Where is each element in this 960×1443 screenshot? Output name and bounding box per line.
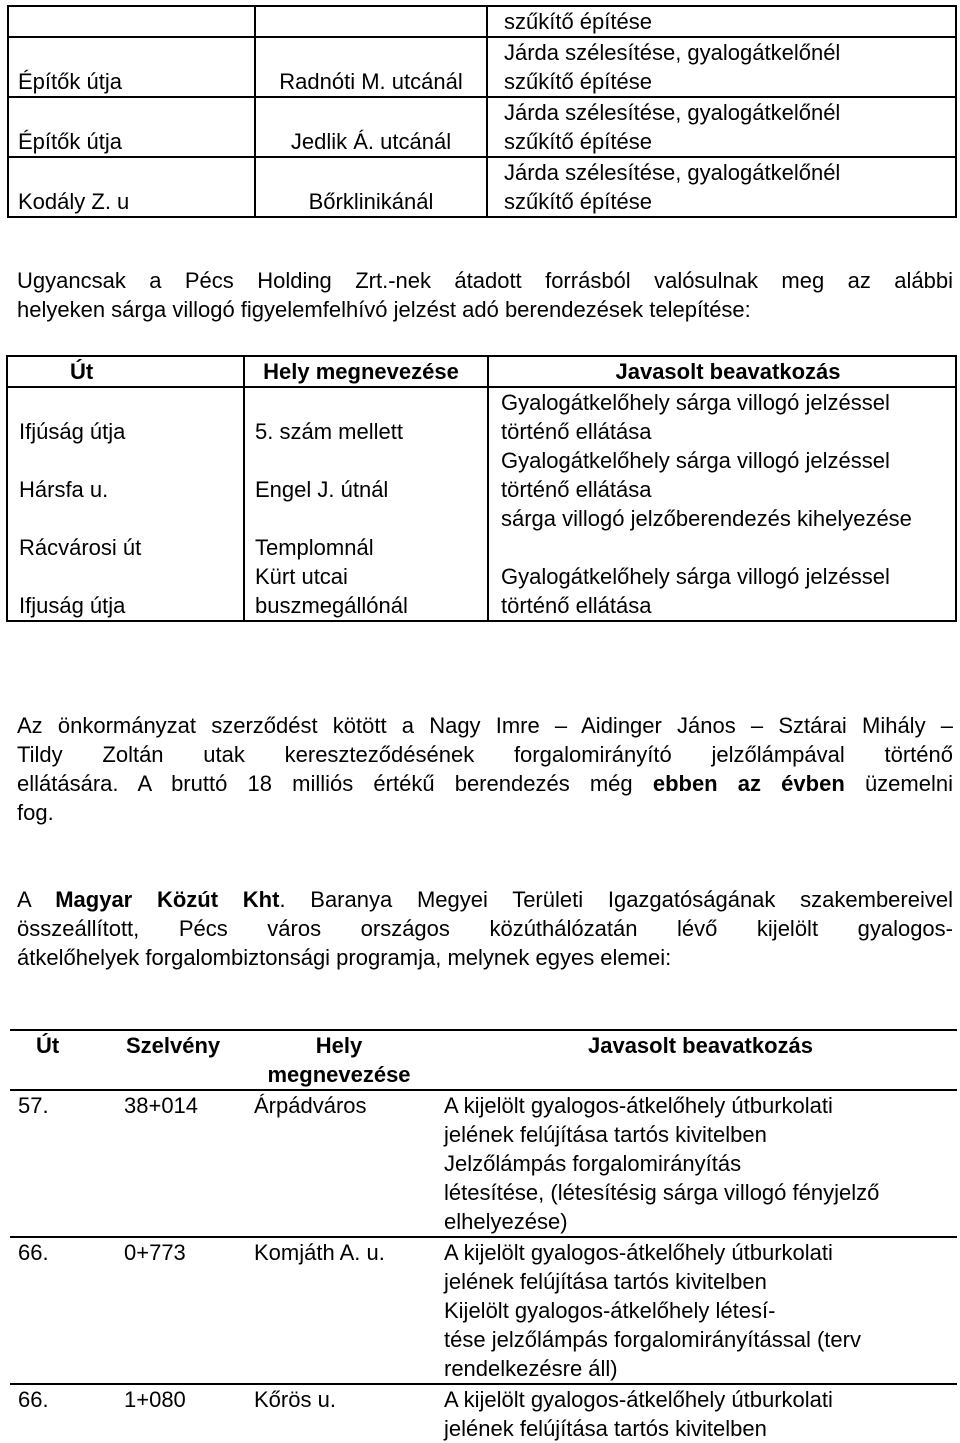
intro-paragraph-holding: Ugyancsak a Pécs Holding Zrt.-nek átadott forrásból valósulnak meg az alábbi helyeken sárga villogó figyelemfelhívó jelzést adó berendezések telepítése: — [17, 268, 953, 322]
kozut-paragraph: A Magyar Közút Kht. Baranya Megyei Területi Igazgatóságának szakembereivel összeállított, Pécs város országos közúthálózatán lévő kijelölt gyalogos- átkelőhelyek forgalombiztonsági programja, melynek egyes elemei: — [17, 887, 953, 970]
table-row — [10, 1384, 957, 1443]
table-row — [7, 504, 956, 562]
action-cell: Gyalogátkelőhely sárga villogó jelzéssel történő ellátása — [488, 562, 956, 621]
header-ut: Út — [36, 1033, 60, 1058]
header-hely: Hely megnevezése — [267, 1033, 411, 1087]
action-cell: Gyalogátkelőhely sárga villogó jelzéssel történő ellátása — [488, 446, 956, 504]
location-cell: Templomnál — [244, 504, 488, 562]
table-header-row — [7, 356, 956, 387]
header-javaslat: Javasolt beavatkozás — [488, 356, 956, 387]
table-row — [8, 97, 956, 157]
measures-table-top — [7, 5, 957, 218]
section-cell: 0+773 — [124, 1240, 186, 1265]
org-name: Magyar Közút Kht — [55, 887, 280, 912]
location-cell: Kőrös u. — [254, 1387, 336, 1412]
location-cell: Radnóti M. utcánál — [255, 37, 487, 97]
action-cell: Járda szélesítése, gyalogátkelőnél szűkítő építése — [504, 100, 841, 154]
header-javaslat: Javasolt beavatkozás — [587, 1033, 814, 1058]
table-row — [10, 1090, 957, 1237]
action-cell: A kijelölt gyalogos-átkelőhely útburkolati jelének felújítása tartós kivitelben Jelzőlámpás forgalomirányítás létesítése, (létesítésig sárga villogó fényjelző elhelyezése) — [444, 1093, 880, 1234]
road-cell: Rácvárosi út — [7, 504, 244, 562]
header-ut: Út — [7, 356, 244, 387]
location-cell: Engel J. útnál — [244, 446, 488, 504]
table-row — [10, 1237, 957, 1384]
emphasis-this-year: ebben az évben — [652, 771, 845, 796]
location-cell: Jedlik Á. utcánál — [255, 97, 487, 157]
table-row — [8, 37, 956, 97]
action-cell: Járda szélesítése, gyalogátkelőnél szűkítő építése — [504, 160, 841, 214]
table-header-row — [10, 1030, 957, 1090]
contract-paragraph: Az önkormányzat szerződést kötött a Nagy Imre – Aidinger János – Sztárai Mihály – Tildy Zoltán utak kereszteződésének forgalomirányító jelzőlámpával történő ellátására. A bruttó 18 milliós értékű berendezés még ebben az évben üzemelni fog. — [17, 713, 953, 825]
header-hely: Hely megnevezése — [244, 356, 488, 387]
road-cell: Kodály Z. u — [8, 157, 255, 217]
location-cell: Bőrklinikánál — [255, 157, 487, 217]
road-cell: Hársfa u. — [7, 446, 244, 504]
flashing-signal-table — [6, 355, 957, 622]
action-cell: A kijelölt gyalogos-átkelőhely útburkolati jelének felújítása tartós kivitelben — [444, 1387, 833, 1441]
action-cell: A kijelölt gyalogos-átkelőhely útburkolati jelének felújítása tartós kivitelben Kijelölt gyalogos-átkelőhely létesí- tése jelzőlámpás forgalomirányítással (terv rendelkezésre áll) — [444, 1240, 861, 1381]
action-cell: Gyalogátkelőhely sárga villogó jelzéssel történő ellátása — [488, 387, 956, 446]
table-row — [7, 387, 956, 446]
road-number-cell: 57. — [18, 1093, 49, 1118]
action-cell: szűkítő építése — [504, 9, 652, 34]
location-cell: 5. szám mellett — [244, 387, 488, 446]
road-cell: Építők útja — [8, 37, 255, 97]
road-number-cell: 66. — [18, 1240, 49, 1265]
road-cell — [8, 6, 255, 37]
road-cell: Ifjuság útja — [7, 562, 244, 621]
road-cell: Ifjúság útja — [7, 387, 244, 446]
location-cell — [255, 6, 487, 37]
location-cell: Komjáth A. u. — [254, 1240, 385, 1265]
header-szelveny: Szelvény — [126, 1033, 221, 1058]
table-row — [8, 6, 956, 37]
table-row — [7, 446, 956, 504]
road-cell: Építők útja — [8, 97, 255, 157]
location-cell: Kürt utcai buszmegállónál — [244, 562, 488, 621]
location-cell: Árpádváros — [254, 1093, 367, 1118]
section-cell: 38+014 — [124, 1093, 199, 1118]
action-cell: sárga villogó jelzőberendezés kihelyezése — [488, 504, 956, 562]
road-number-cell: 66. — [18, 1387, 49, 1412]
action-cell: Járda szélesítése, gyalogátkelőnél szűkítő építése — [504, 40, 841, 94]
table-row — [8, 157, 956, 217]
table-row — [7, 562, 956, 621]
section-cell: 1+080 — [124, 1387, 186, 1412]
crossing-safety-program-table — [10, 1029, 957, 1443]
